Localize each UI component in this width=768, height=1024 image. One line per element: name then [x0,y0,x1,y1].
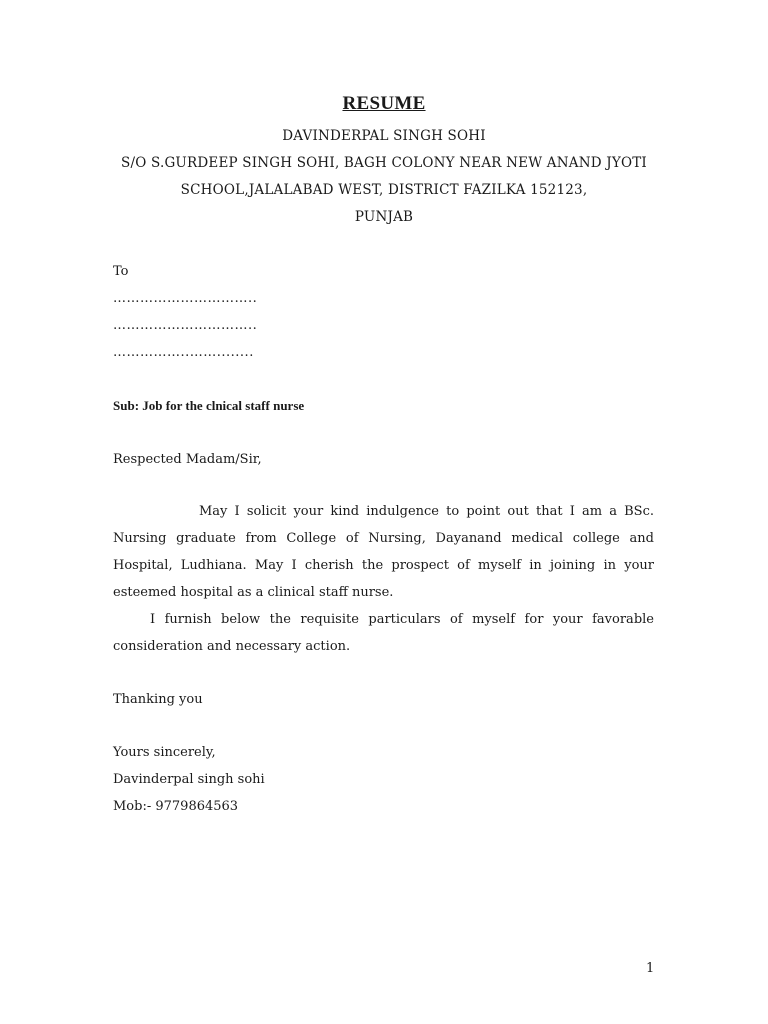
salutation: Respected Madam/Sir, [113,452,262,467]
mobile-number: Mob:- 9779864563 [113,799,239,814]
page-number: 1 [646,961,655,976]
recipient-placeholder-2: ………………………….. [113,318,258,333]
closing-line: Yours sincerely, [113,745,216,760]
body-paragraph-1: May I solicit your kind indulgence to point out that I am a BSc. Nursing graduate from College of Nursing, Dayanand medical college and Hospital, Ludhiana. May I cherish the prospect of myself in joining in your esteemed hospital as a clinical staff nurse. [113,504,654,600]
address-line-2: SCHOOL,JALALABAD WEST, DISTRICT FAZILKA 152123, [180,182,588,198]
resume-title: RESUME [342,93,426,114]
to-label: To [113,264,129,279]
recipient-placeholder-1: ………………………….. [113,291,258,306]
recipient-placeholder-3: ……………..……........ [113,345,254,360]
body-paragraph-2: I furnish below the requisite particulars of myself for your favorable consideration and necessary action. [113,612,654,654]
applicant-name: DAVINDERPAL SINGH SOHI [282,128,486,144]
subject-line: Sub: Job for the clnical staff nurse [113,398,305,413]
signature-name: Davinderpal singh sohi [113,772,265,787]
address-line-1: S/O S.GURDEEP SINGH SOHI, BAGH COLONY NEAR NEW ANAND JYOTI [121,155,647,171]
address-line-3: PUNJAB [354,209,414,225]
thanks-line: Thanking you [113,692,203,707]
